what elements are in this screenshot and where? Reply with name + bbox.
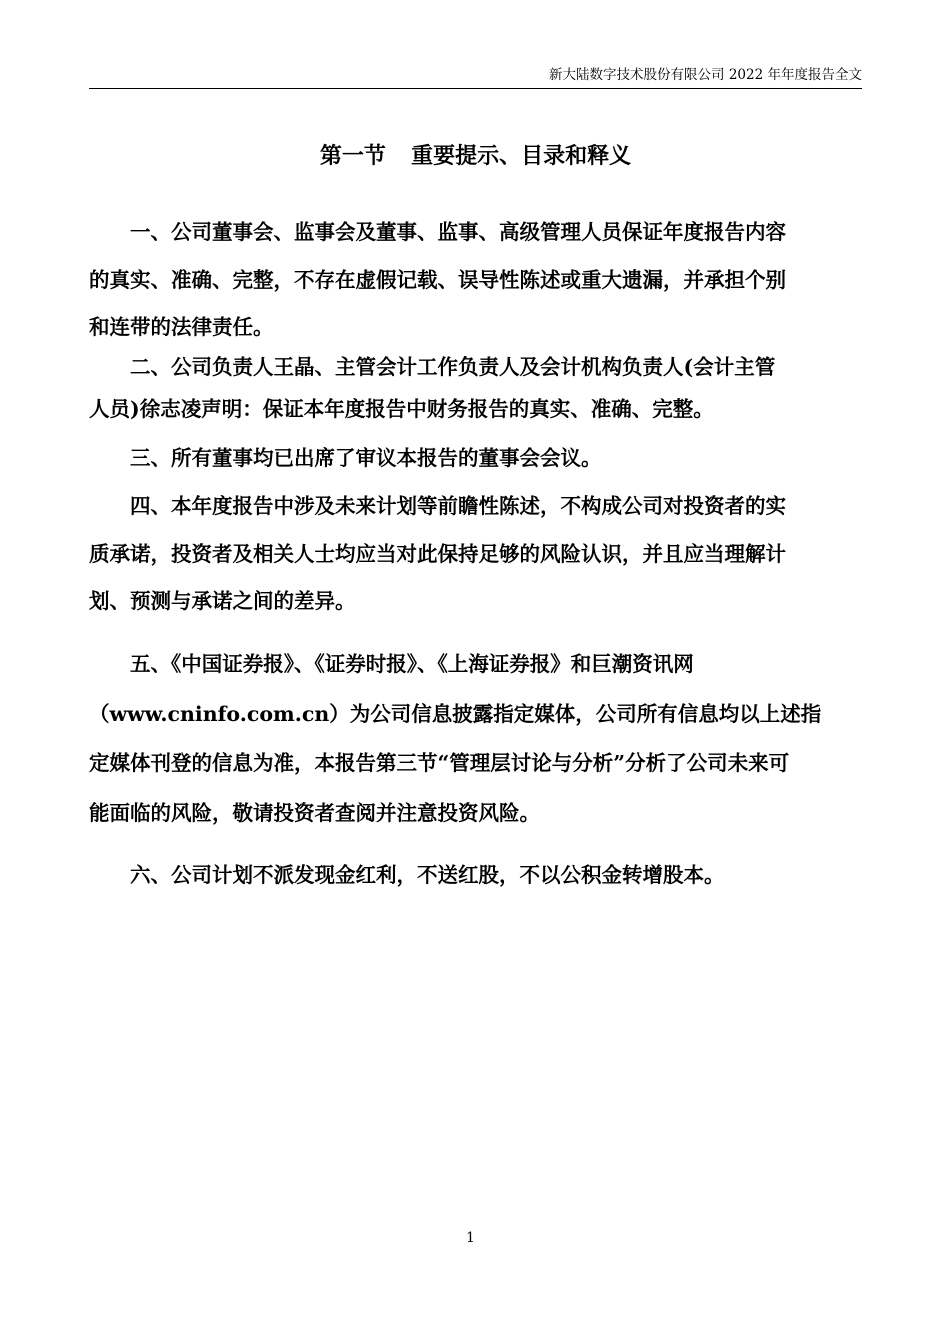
- section-title: [89, 140, 862, 172]
- paragraph-line: 质承诺，投资者及相关人士均应当对此保持足够的风险认识，并且应当理解计: [89, 541, 786, 566]
- paragraph-line: 划、预测与承诺之间的差异。: [89, 589, 356, 613]
- notice-paragraph-6: [89, 865, 862, 886]
- paragraph-line: 三、所有董事均已出席了审议本报告的董事会会议。: [130, 446, 602, 470]
- notice-paragraph-3: [89, 448, 862, 469]
- paragraph-line: 五、《中国证券报》、《证券时报》、《上海证券报》和巨潮资讯网: [130, 652, 694, 676]
- notice-paragraph-4: [89, 496, 862, 639]
- paragraph-line: 四、本年度报告中涉及未来计划等前瞻性陈述，不构成公司对投资者的实: [130, 494, 786, 518]
- report-header-title: 新大陆数字技术股份有限公司 2022 年年度报告全文: [549, 67, 862, 83]
- section-number: 第一节: [319, 143, 386, 169]
- paragraph-line: 定媒体刊登的信息为准，本报告第三节“管理层讨论与分析”分析了公司未来可: [89, 751, 790, 775]
- paragraph-line: 人员)徐志凌声明：保证本年度报告中财务报告的真实、准确、完整。: [89, 396, 714, 421]
- paragraph-line: 六、公司计划不派发现金红利，不送红股，不以公积金转增股本。: [130, 863, 725, 887]
- page-header: [89, 66, 862, 89]
- paragraph-line: 的真实、准确、完整，不存在虚假记载、误导性陈述或重大遗漏，并承担个别: [89, 267, 786, 292]
- notice-paragraph-5: [89, 654, 862, 852]
- paragraph-line: （www.cninfo.com.cn）为公司信息披露指定媒体，公司所有信息均以上述指: [89, 701, 822, 726]
- paragraph-line: 和连带的法律责任。: [89, 315, 274, 339]
- notice-paragraph-2: [89, 357, 862, 440]
- section-name: 重要提示、目录和释义: [411, 143, 632, 169]
- paragraph-line: 一、公司董事会、监事会及董事、监事、高级管理人员保证年度报告内容: [130, 220, 786, 244]
- paragraph-line: 能面临的风险，敬请投资者查阅并注意投资风险。: [89, 800, 540, 825]
- page-number: 1: [466, 1230, 475, 1246]
- paragraph-line: 二、公司负责人王晶、主管会计工作负责人及会计机构负责人(会计主管: [130, 355, 776, 379]
- notice-paragraph-1: [89, 222, 862, 365]
